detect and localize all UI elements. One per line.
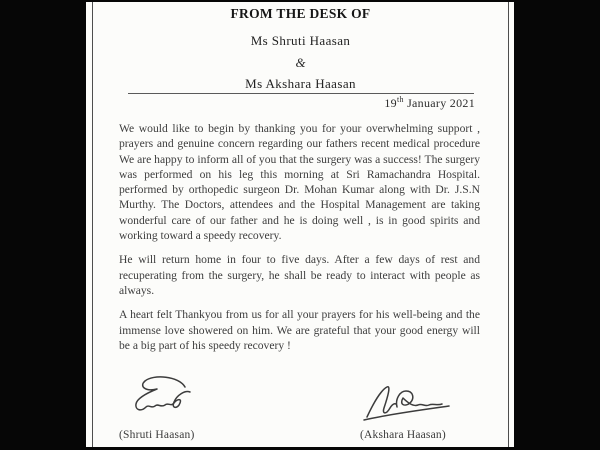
signatory-name-shruti: (Shruti Haasan) [119,429,195,441]
paragraph-thankyou: A heart felt Thankyou from us for all your prayers for his well-being and the immense love showered on him. We are grateful that your good energy will be a big part of his speedy recovery ! [119,308,480,352]
letterhead-divider [128,93,474,94]
date-ordinal: th [396,95,404,104]
signatory-name-akshara: (Akshara Haasan) [360,429,446,441]
letterhead-title: FROM THE DESK OF [230,6,371,21]
signature-section [119,373,480,442]
date-day: 19 [384,96,397,110]
letterhead-ampersand: & [295,55,306,70]
letterhead-name-akshara: Ms Akshara Haasan [245,76,356,91]
letterhead-name-shruti: Ms Shruti Haasan [250,33,351,48]
letter-date [93,96,508,111]
signature-block-shruti [119,373,195,442]
shruti-signature-icon [127,373,191,417]
letter-page-border [92,2,509,447]
signature-block-akshara [360,382,480,442]
paragraph-surgery-news: We would like to begin by thanking you for your overwhelming support , prayers and genuine concern regarding our fathers recent medical procedure We are happy to inform all of you that the surgery was a success! The surgery was performed on his leg this morning at Sri Ramachandra Hospital. performed by orthopedic surgeon Dr. Mohan Kumar along with Dr. J.S.N Murthy. The Doctors, attendees and the Hospital Management are taking wonderful care of our father and he is doing well , is in good spirits and working toward a speedy recovery. [119,122,480,243]
letter-page [86,2,514,447]
letterhead [93,7,508,91]
akshara-signature-icon [360,382,452,422]
paragraph-recovery: He will return home in four to five days. After a few days of rest and recuperating from the surgery, he shall be ready to interact with people as always. [119,253,480,297]
letter-body [93,121,508,353]
date-month-year: January 2021 [403,96,475,110]
